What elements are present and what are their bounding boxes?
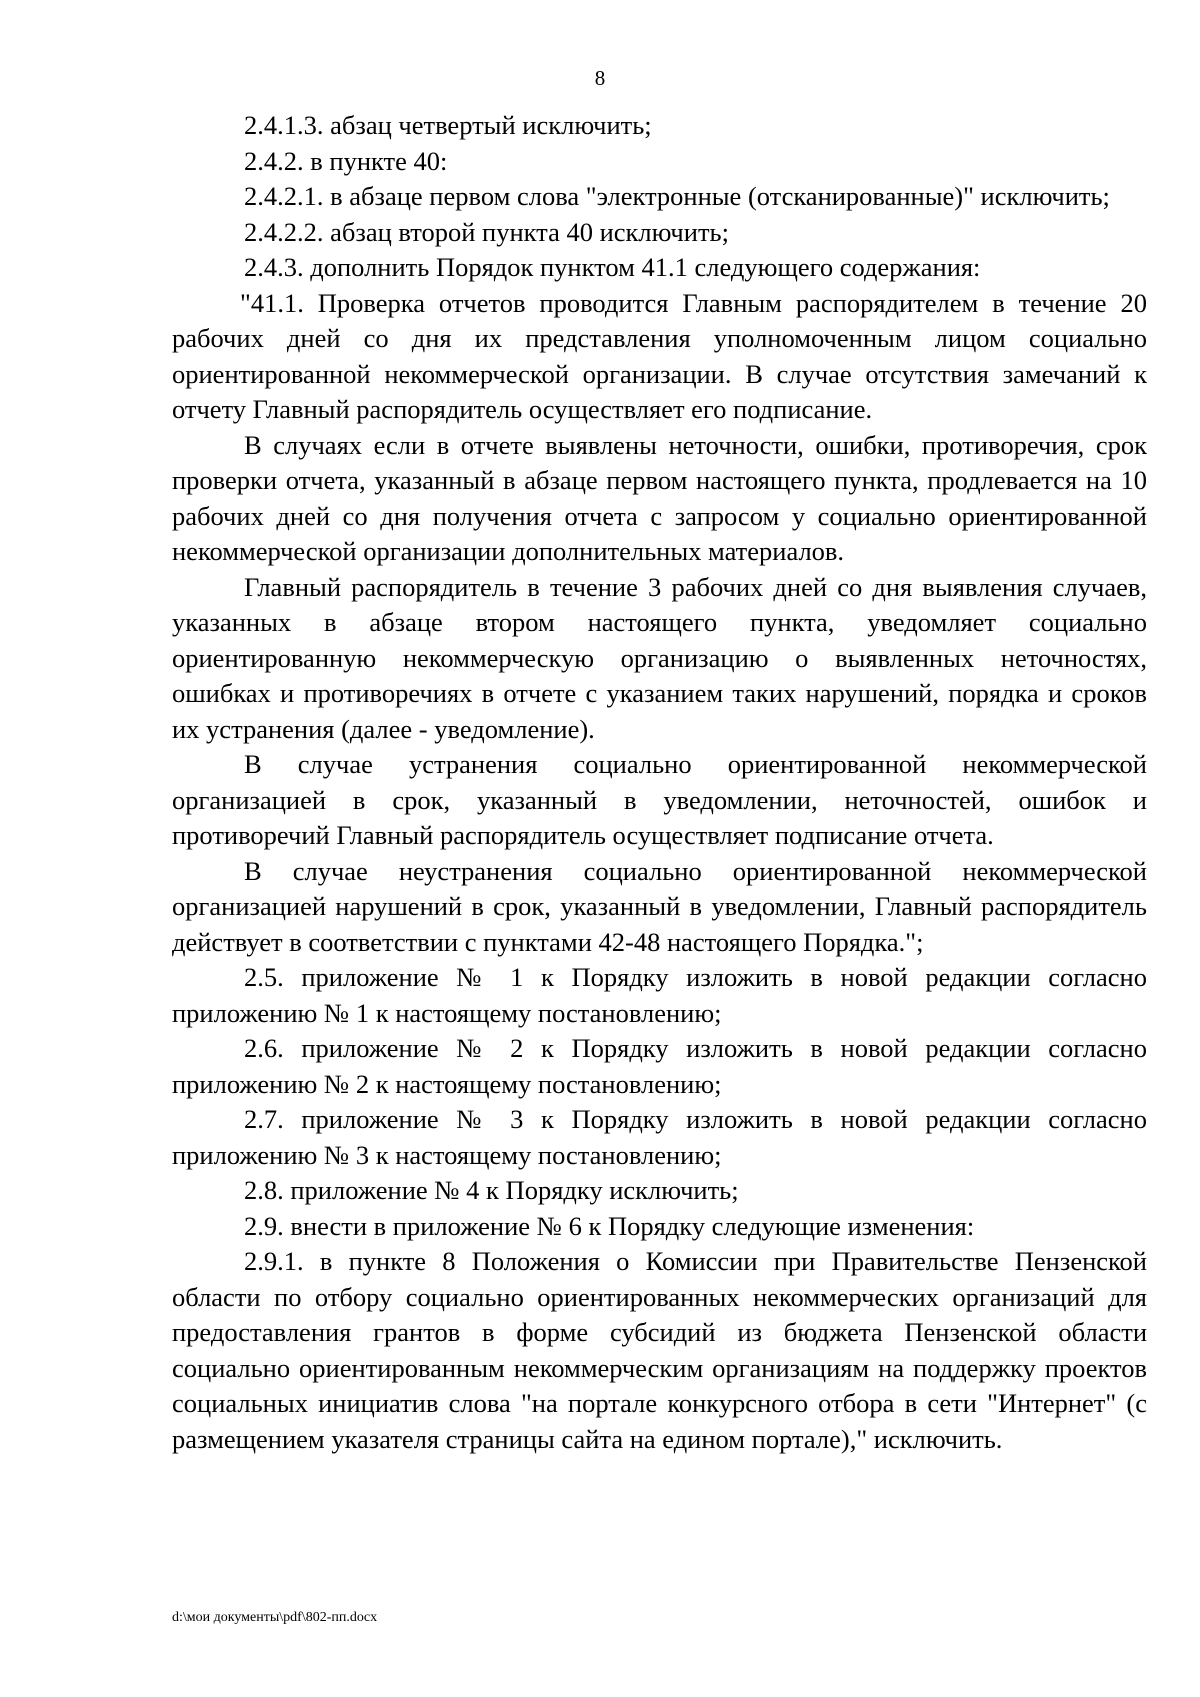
page-number: 8 <box>594 66 606 90</box>
paragraph-41-1: "41.1. Проверка отчетов проводится Главным распорядителем в течение 20 рабочих дней со дня их представления уполномоченным лицом социально ориентированной некоммерческой организации. В случае отсутствия замечаний к отчету Главный распорядитель осуществляет его подписание. <box>172 287 1147 424</box>
footer-file-path: d:\мои документы\pdf\802-пп.docx <box>172 1610 378 1625</box>
paragraph-2-4-1-3: 2.4.1.3. абзац четвертый исключить; <box>244 110 652 140</box>
paragraph-2-4-2-1: 2.4.2.1. в абзаце первом слова "электронные (отсканированные)" исключить; <box>244 181 1110 211</box>
paragraph-non-elimination: В случае неустранения социально ориентированной некоммерческой организацией нарушений в срок, указанный в уведомлении, Главный распорядитель действует в соответствии с пунктами 42-48 настоящего Порядка."; <box>172 855 1147 957</box>
paragraph-2-4-2-2: 2.4.2.2. абзац второй пункта 40 исключить; <box>244 216 729 247</box>
paragraph-2-5: 2.5. приложение № 1 к Порядку изложить в новой редакции согласно приложению № 1 к настоящему постановлению; <box>172 962 1147 1028</box>
paragraph-2-6: 2.6. приложение № 2 к Порядку изложить в новой редакции согласно приложению № 2 к настоящему постановлению; <box>172 1033 1147 1099</box>
paragraph-2-4-3: 2.4.3. дополнить Порядок пунктом 41.1 следующего содержания: <box>244 252 981 282</box>
paragraph-2-4-2: 2.4.2. в пункте 40: <box>244 145 448 176</box>
paragraph-inaccuracies: В случаях если в отчете выявлены неточности, ошибки, противоречия, срок проверки отчета, указанный в абзаце первом настоящего пункта, продлевается на 10 рабочих дней со дня получения отчета с запросом у социально ориентированной некоммерческой организации дополнительных материалов. <box>172 429 1147 566</box>
document-body <box>172 108 1147 1457</box>
paragraph-notification: Главный распорядитель в течение 3 рабочих дней со дня выявления случаев, указанных в абзаце втором настоящего пункта, уведомляет социально ориентированную некоммерческую организацию о выявленных неточностях, ошибках и противоречиях в отчете с указанием таких нарушений, порядка и сроков их устранения (далее - уведомление). <box>172 571 1147 744</box>
paragraph-2-8: 2.8. приложение № 4 к Порядку исключить; <box>244 1175 739 1205</box>
paragraph-elimination: В случае устранения социально ориентированной некоммерческой организацией в срок, указанный в уведомлении, неточностей, ошибок и противоречий Главный распорядитель осуществляет подписание отчета. <box>172 749 1147 850</box>
paragraph-2-9-1: 2.9.1. в пункте 8 Положения о Комиссии при Правительстве Пензенской области по отбору социально ориентированных некоммерческих организаций для предоставления грантов в форме субсидий из бюджета Пензенской области социально ориентированным некоммерческим организациям на поддержку проектов социальных инициатив слова "на портале конкурсного отбора в сети "Интернет" (с размещением указателя страницы сайта на едином портале)," исключить. <box>172 1246 1147 1454</box>
paragraph-2-9: 2.9. внести в приложение № 6 к Порядку следующие изменения: <box>244 1210 975 1241</box>
paragraph-2-7: 2.7. приложение № 3 к Порядку изложить в новой редакции согласно приложению № 3 к настоящему постановлению; <box>172 1104 1147 1170</box>
